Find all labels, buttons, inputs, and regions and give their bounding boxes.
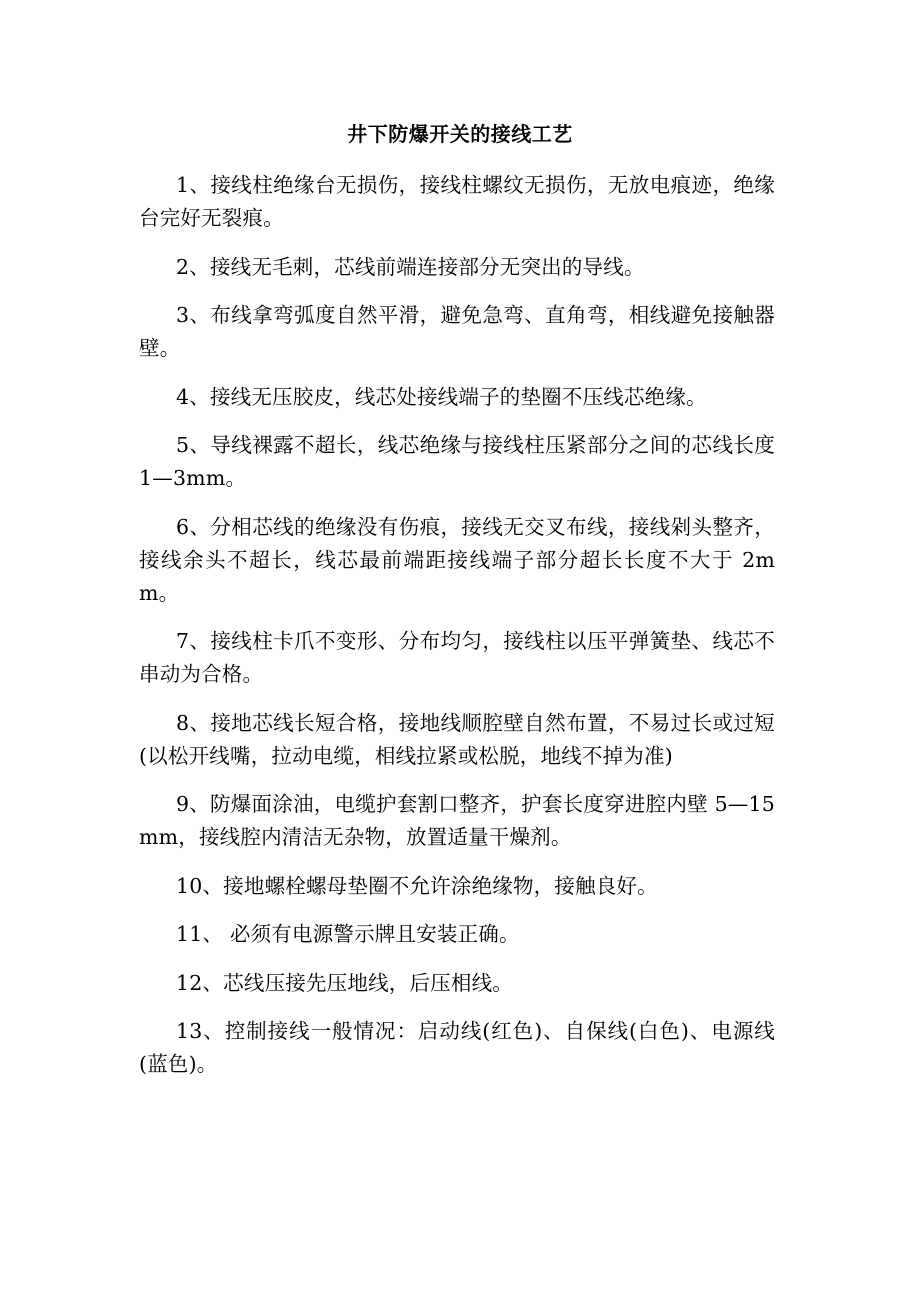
paragraph-item-4: 4、接线无压胶皮，线芯处接线端子的垫圈不压线芯绝缘。 bbox=[176, 384, 707, 409]
document-title: 井下防爆开关的接线工艺 bbox=[347, 122, 573, 146]
paragraph-item-3: 3、布线拿弯弧度自然平滑，避免急弯、直角弯，相线避免接触器壁。 bbox=[139, 303, 775, 360]
paragraph-item-11: 11、 必须有电源警示牌且安装正确。 bbox=[176, 922, 520, 946]
paragraph-item-12: 12、芯线压接先压地线，后压相线。 bbox=[176, 970, 513, 995]
paragraph-item-2: 2、接线无毛刺，芯线前端连接部分无突出的导线。 bbox=[176, 254, 645, 279]
paragraph-item-10: 10、接地螺栓螺母垫圈不允许涂绝缘物，接触良好。 bbox=[176, 873, 658, 898]
document-body bbox=[139, 169, 775, 1097]
paragraph-item-9: 9、防爆面涂油，电缆护套割口整齐，护套长度穿进腔内壁 5—15mm，接线腔内清洁无杂物，放置适量干燥剂。 bbox=[139, 792, 775, 849]
paragraph-item-7: 7、接线柱卡爪不变形、分布均匀，接线柱以压平弹簧垫、线芯不串动为合格。 bbox=[139, 629, 775, 686]
paragraph-item-1: 1、接线柱绝缘台无损伤，接线柱螺纹无损伤，无放电痕迹，绝缘台完好无裂痕。 bbox=[139, 173, 775, 230]
paragraph-item-6: 6、分相芯线的绝缘没有伤痕，接线无交叉布线，接线剁头整齐，接线余头不超长，线芯最前端距接线端子部分超长长度不大于 2mm。 bbox=[139, 514, 775, 605]
paragraph-item-13: 13、控制接线一般情况：启动线(红色)、自保线(白色)、电源线(蓝色)。 bbox=[139, 1019, 775, 1076]
paragraph-item-5: 5、导线裸露不超长，线芯绝缘与接线柱压紧部分之间的芯线长度 1—3mm。 bbox=[139, 433, 775, 490]
paragraph-item-8: 8、接地芯线长短合格，接地线顺腔壁自然布置，不易过长或过短(以松开线嘴，拉动电缆，相线拉紧或松脱，地线不掉为准) bbox=[139, 710, 775, 768]
